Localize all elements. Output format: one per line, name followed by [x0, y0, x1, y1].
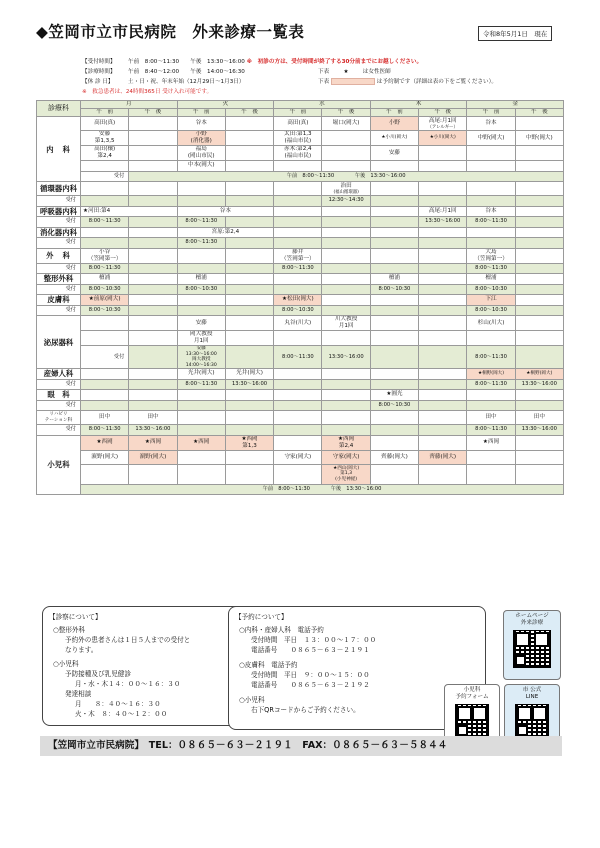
table-row [37, 390, 564, 401]
pm-header: 午 後 [129, 109, 177, 117]
hours-row: 受付 8:00～11:30 [37, 238, 564, 249]
table-cell: 安藤 [370, 146, 418, 161]
table-cell [129, 117, 177, 131]
table-cell: 藤井 （笠岡第一） [274, 248, 322, 263]
dept-kokyuki: 呼吸器内科 [37, 206, 81, 217]
hours-row [37, 171, 564, 182]
hours-cell: 12:30～14:30 [322, 196, 370, 207]
table-cell: 下江 [467, 295, 515, 306]
hours-row: 受付 8:00～10:30 8:00～10:30 8:00～10:30 [37, 305, 564, 316]
dept-geka: 外 科 [37, 248, 81, 263]
hours-row: 受付 12:30～14:30 [37, 196, 564, 207]
hours-row: 受付 8:00～11:30 13:30～16:00 8:00～11:30 13:30～16:00 [37, 379, 564, 390]
table-row [37, 161, 564, 172]
table-cell: ★前原(岡大) [81, 295, 129, 306]
table-cell: ★西岡 [177, 435, 225, 450]
pm-header: 午 後 [419, 109, 467, 117]
table-cell: 川大教授 月1回 [322, 316, 370, 331]
table-row [37, 464, 564, 484]
table-cell: ★桐野(岡大) [515, 369, 563, 380]
schedule-table [36, 100, 564, 495]
dept-riha: リハビリ テーション科 [37, 411, 81, 425]
consultation-notes-title: 【診察について】 [49, 613, 102, 621]
table-cell: 守家(岡大) [322, 450, 370, 464]
hours-row: 受付 8:00～11:30 8:00～11:30 13:30～16:00 8:00～11:30 [37, 217, 564, 228]
table-row [37, 131, 564, 146]
table-cell: 杉山(川大) [467, 316, 515, 331]
table-cell [274, 161, 322, 172]
table-cell: 谷本 [177, 206, 274, 217]
pediatrics-reservation-qr-card[interactable]: 小児科 予約フォーム [444, 684, 500, 750]
consult-time-line: 【診療時間】 午前 8:40～12:00 午後 14:00～16:30 [82, 69, 245, 75]
table-cell: ★河田:第4 [81, 206, 178, 217]
hours-cell: 午前 8:00～11:30 午後 13:30～16:00 [129, 171, 564, 182]
star-icon: ★ [343, 69, 349, 75]
table-row [37, 274, 564, 285]
table-cell [129, 131, 177, 146]
table-row [37, 450, 564, 464]
hours-row: 受付 安藤 13:30～16:00 岡大教授 14:00～16:30 8:00～11:30 13:30～16:00 8:00～11:30 [37, 346, 564, 369]
table-cell [322, 161, 370, 172]
am-header: 午 前 [467, 109, 515, 117]
table-row [37, 248, 564, 263]
current-date-badge: 令和8年5月1日 現在 [478, 26, 552, 41]
table-cell: ★西岡 第1,3 [225, 435, 273, 450]
table-cell [419, 146, 467, 161]
table-cell [515, 161, 563, 172]
table-cell [225, 131, 273, 146]
legend-reservation: 下表 は予約制です（詳細は表の下をご覧ください）。 [318, 79, 498, 85]
hours-row: 受付 8:00～11:30 8:00～11:30 8:00～11:30 [37, 263, 564, 274]
pm-header: 午 後 [225, 109, 273, 117]
day-header-row [37, 101, 564, 109]
table-cell: 大島 （笠岡第一） [467, 248, 515, 263]
table-row [37, 331, 564, 346]
table-cell: 宮原:第2,4 [177, 227, 274, 238]
table-cell: 小谷 （笠岡第一） [81, 248, 129, 263]
am-header: 午 前 [274, 109, 322, 117]
table-cell: 堀口(岡大) [322, 117, 370, 131]
table-cell: ★圓光 [370, 390, 418, 401]
ampm-header-row [37, 109, 564, 117]
table-cell: 檀浦 [81, 274, 129, 285]
first-visit-note: ※ 初診の方は、受付時間が終了する30分前までにお越しください。 [246, 59, 423, 65]
table-row [37, 295, 564, 306]
am-header: 午 前 [177, 109, 225, 117]
table-cell: 治田 (福山循環器) [322, 182, 370, 196]
table-cell: 小野 (消化器) [177, 131, 225, 146]
table-cell: 福島 (岡山市民) [177, 146, 225, 161]
qr-code-icon[interactable] [455, 704, 489, 738]
table-row [37, 146, 564, 161]
legend-female-doctor: 下表 ★ は女性医師 [318, 69, 391, 75]
am-header: 午 前 [81, 109, 129, 117]
table-cell [515, 117, 563, 131]
dept-seikei: 整形外科 [37, 274, 81, 285]
table-cell: 光井(岡大) [177, 369, 225, 380]
table-cell: ★西山(岡大) 第1,3 (小児神経) [322, 464, 370, 484]
dept-hinyoki: 泌尿器科 [37, 316, 81, 369]
table-cell: 田中 [129, 411, 177, 425]
table-cell: 高田(真) [81, 117, 129, 131]
qr-code-icon[interactable] [513, 630, 551, 668]
table-row [37, 369, 564, 380]
table-cell [322, 131, 370, 146]
table-cell [467, 161, 515, 172]
table-cell: ★西岡 [81, 435, 129, 450]
table-cell: 守家(岡大) [274, 450, 322, 464]
table-cell: 岡大教授 月1回 [177, 331, 225, 346]
table-row [37, 411, 564, 425]
table-cell: ★小川(岡大) [370, 131, 418, 146]
table-cell: 谷本 [177, 117, 225, 131]
reservation-notes-title: 【予約について】 [235, 613, 288, 621]
dept-naika: 内 科 [37, 117, 81, 182]
hours-cell: 安藤 13:30～16:00 岡大教授 14:00～16:30 [177, 346, 225, 369]
table-row [37, 117, 564, 131]
table-cell: 高田(真) [274, 117, 322, 131]
table-cell: 谷本 [467, 206, 515, 217]
table-cell: 安藤 [177, 316, 225, 331]
table-cell: 濵野(岡大) [129, 450, 177, 464]
table-cell: 中野(岡大) [467, 131, 515, 146]
homepage-qr-card[interactable]: ホームページ 外来診療 [503, 610, 561, 680]
table-cell: 赤木:第2,4 (福山市民) [274, 146, 322, 161]
hospital-contact-footer: 【笠岡市立市民病院】 TEL：０８６５－６３－２１９１ FAX：０８６５－６３－５８４４ [40, 736, 562, 756]
page-title: ◆笠岡市立市民病院 外来診療一覧表 [36, 22, 305, 41]
qr-code-icon[interactable] [515, 704, 549, 738]
table-cell: 高尾:月1回 [419, 206, 467, 217]
hours-row: 受付 8:00～11:30 13:30～16:00 8:00～11:30 13:30～16:00 [37, 425, 564, 436]
hours-row [37, 484, 564, 495]
table-cell: 田中 [515, 411, 563, 425]
am-header: 午 前 [370, 109, 418, 117]
table-cell: 檀浦 [467, 274, 515, 285]
pm-header: 午 後 [515, 109, 563, 117]
table-cell: 齊藤(岡大) [370, 450, 418, 464]
dept-shokaki: 消化器内科 [37, 227, 81, 238]
dept-sanfujin: 産婦人科 [37, 369, 81, 380]
table-cell: 谷本 [467, 117, 515, 131]
table-cell: 中本(岡大) [177, 161, 225, 172]
table-row [37, 227, 564, 238]
table-row [37, 316, 564, 331]
table-cell: 高尾:月1回 （アレルギー） [419, 117, 467, 131]
day-tue: 火 [177, 101, 274, 109]
line-qr-card[interactable]: 市 公式 LINE [504, 684, 560, 750]
reservation-notes-box: 【予約について】 ○内科・産婦人科 電話予約 受付時間 平日 １３：００～１７：００ 電話番号 ０８６５－６３－２１９１ ○皮膚科 電話予約 受付時間 平日 ９：００～１５：００ 電話番号 ０８６５－６３－２１９２ ○小児科 右下QRコードからご予約ください。 [228, 606, 486, 730]
table-cell [81, 161, 129, 172]
dept-hifu: 皮膚科 [37, 295, 81, 306]
dept-shonika: 小児科 [37, 435, 81, 495]
table-cell: ★西岡 [129, 435, 177, 450]
table-cell [225, 117, 273, 131]
table-cell: 高田(穣) 第2,4 [81, 146, 129, 161]
table-cell: ★松田(岡大) [274, 295, 322, 306]
pm-header: 午 後 [322, 109, 370, 117]
table-cell: ★小川(岡大) [419, 131, 467, 146]
table-cell: 丸谷(川大) [274, 316, 322, 331]
hours-row: 受付 8:00～10:30 8:00～10:30 8:00～10:30 8:00～10:30 [37, 284, 564, 295]
reception-time-line: 【受付時間】 午前 8:00～11:30 午後 13:30～16:00 ※ 初診の方は、受付時間が終了する30分前までにお越しください。 [82, 59, 423, 65]
table-cell: 檀浦 [177, 274, 225, 285]
table-cell: 安藤 第1,3,5 [81, 131, 129, 146]
table-cell: 太田:第1,3 (福山市民) [274, 131, 322, 146]
table-cell: 中野(岡大) [515, 131, 563, 146]
consultation-notes-box: 【診察について】 ○整形外科 予約外の患者さんは１日５人までの受付と なります。 ○小児科 予防接種及び乳児健診 月・水・木１４：００～１６：３０ 発達相談 月 ８：４０～１６：３０ 火・木 ８：４０～１２：００ [42, 606, 250, 726]
table-cell: 光井(岡大) [225, 369, 273, 380]
table-cell: ★西岡 [467, 435, 515, 450]
table-cell [225, 146, 273, 161]
table-cell: 檀浦 [370, 274, 418, 285]
hours-cell: 午前 8:00～11:30 午後 13:30～16:00 [81, 484, 564, 495]
dept-ganka: 眼 科 [37, 390, 81, 401]
table-row [37, 206, 564, 217]
table-cell: 小野 [370, 117, 418, 131]
table-cell: 齊藤(岡大) [419, 450, 467, 464]
table-cell: ★西岡 第2,4 [322, 435, 370, 450]
table-cell [419, 161, 467, 172]
table-row [37, 182, 564, 196]
emergency-note: ※ 救急患者は、24時間365日 受け入れ可能です。 [82, 89, 213, 95]
closed-days-line: 【休 診 日】 土・日・祝、年末年始（12月29日～1月3日） [82, 79, 245, 85]
reservation-swatch [331, 78, 375, 85]
table-cell [129, 146, 177, 161]
hours-row: 受付 8:00～10:30 [37, 400, 564, 411]
day-fri: 金 [467, 101, 564, 109]
table-cell [370, 161, 418, 172]
dept-header: 診療科 [37, 101, 81, 117]
table-row [37, 435, 564, 450]
day-thu: 木 [370, 101, 467, 109]
table-cell [467, 146, 515, 161]
table-cell: 田中 [467, 411, 515, 425]
dept-junkanki: 循環器内科 [37, 182, 81, 196]
day-wed: 水 [274, 101, 371, 109]
table-cell [515, 146, 563, 161]
uke-label: 受付 [81, 171, 129, 182]
day-mon: 月 [81, 101, 178, 109]
table-cell: 濵野(岡大) [81, 450, 129, 464]
table-cell [322, 146, 370, 161]
table-cell [225, 161, 273, 172]
table-cell: ★桐野(岡大) [467, 369, 515, 380]
table-cell: 田中 [81, 411, 129, 425]
table-cell [129, 161, 177, 172]
